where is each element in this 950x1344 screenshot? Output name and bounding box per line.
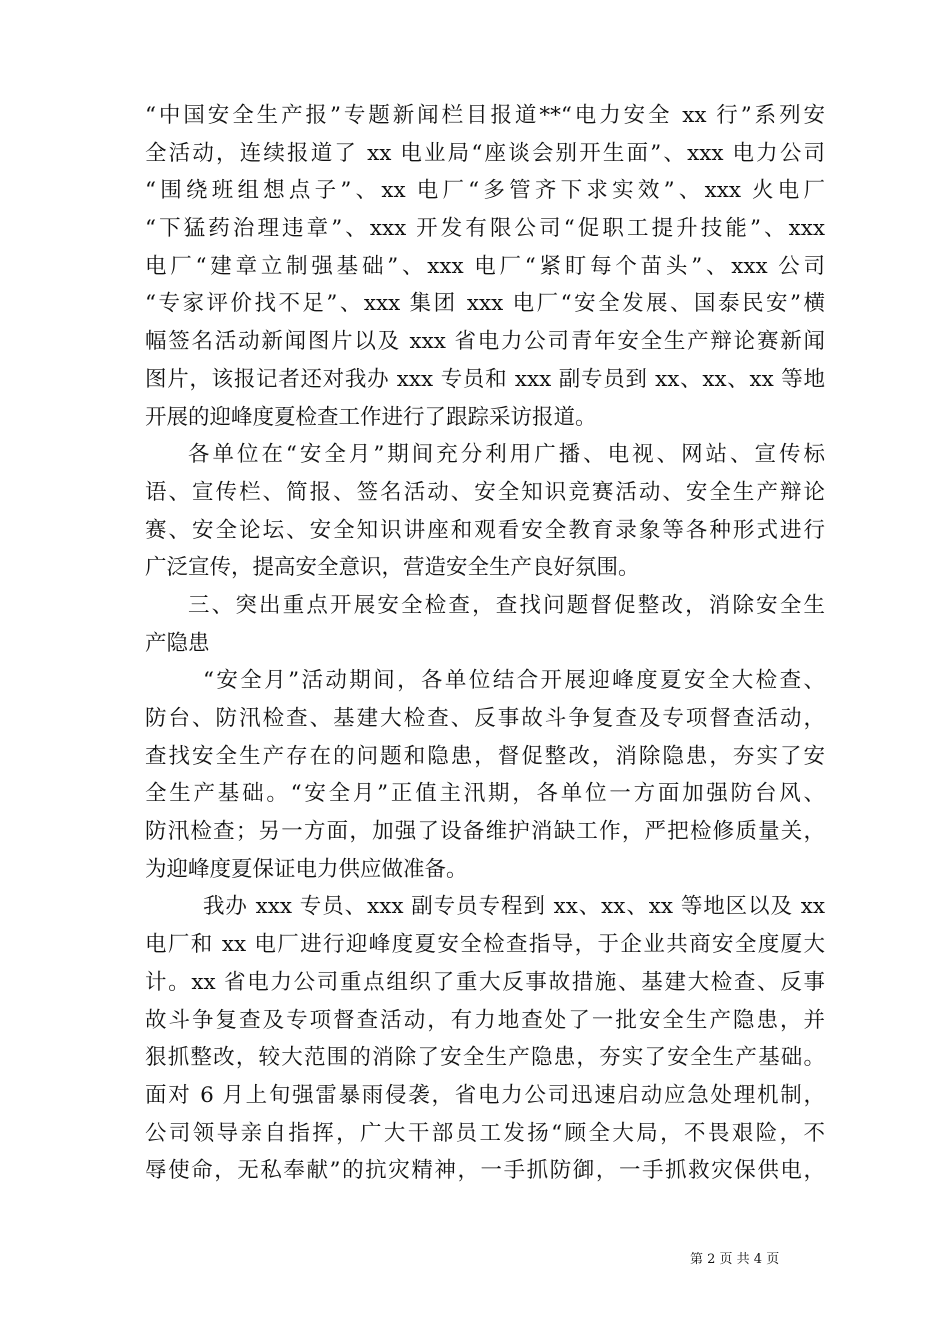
text-line: 产隐患 [145, 630, 210, 656]
text-line: 广泛宣传，提高安全意识，营造安全生产良好氛围。 [145, 555, 640, 581]
text-line: 计。xx 省电力公司重点组织了重大反事故措施、基建大检查、反事 [145, 969, 825, 995]
text-line: 全生产基础。“安全月”正值主汛期，各单位一方面加强防台风、 [145, 781, 825, 807]
text-line: 查找安全生产存在的问题和隐患，督促整改，消除隐患，夯实了安 [145, 743, 825, 769]
text-line: 防汛检查；另一方面，加强了设备维护消缺工作，严把检修质量关， [145, 819, 825, 845]
text-line: 幅签名活动新闻图片以及 xxx 省电力公司青年安全生产辩论赛新闻 [145, 329, 825, 355]
text-line: 三、突出重点开展安全检查，查找问题督促整改，消除安全生 [188, 592, 825, 618]
text-line: 我办 xxx 专员、xxx 副专员专程到 xx、xx、xx 等地区以及 xx [203, 894, 825, 920]
page-number: 第 2 页 共 4 页 [690, 1252, 780, 1267]
text-line: “围绕班组想点子”、xx 电厂“多管齐下求实效”、xxx 火电厂 [145, 178, 825, 204]
text-line: “下猛药治理违章”、xxx 开发有限公司“促职工提升技能”、xxx [145, 216, 825, 242]
paragraph-3 [145, 662, 825, 888]
text-line: 赛、安全论坛、安全知识讲座和观看安全教育录象等各种形式进行 [145, 517, 825, 543]
paragraph-2 [145, 436, 825, 587]
text-line: 语、宣传栏、简报、签名活动、安全知识竞赛活动、安全生产辩论 [145, 479, 825, 505]
document-body [145, 97, 825, 1190]
text-line: 故斗争复查及专项督查活动，有力地查处了一批安全生产隐患，并 [145, 1007, 825, 1033]
text-line: 面对 6 月上旬强雷暴雨侵袭，省电力公司迅速启动应急处理机制， [145, 1082, 825, 1108]
section-heading [145, 587, 825, 662]
text-line: 公司领导亲自指挥，广大干部员工发扬“顾全大局，不畏艰险，不 [145, 1120, 825, 1146]
text-line: 电厂“建章立制强基础”、xxx 电厂“紧盯每个苗头”、xxx 公司 [145, 253, 825, 279]
text-line: 全活动，连续报道了 xx 电业局“座谈会别开生面”、xxx 电力公司 [145, 140, 825, 166]
text-line: 为迎峰度夏保证电力供应做准备。 [145, 856, 468, 882]
text-line: “专家评价找不足”、xxx 集团 xxx 电厂“安全发展、国泰民安”横 [145, 291, 825, 317]
text-line: 防台、防汛检查、基建大检查、反事故斗争复查及专项督查活动， [145, 706, 825, 731]
text-line: “安全月”活动期间，各单位结合开展迎峰度夏安全大检查、 [203, 668, 825, 694]
text-line: “中国安全生产报”专题新闻栏目报道**“电力安全 xx 行”系列安 [145, 103, 825, 128]
text-line: 辱使命，无私奉献”的抗灾精神，一手抓防御，一手抓救灾保供电， [145, 1158, 825, 1184]
text-line: 狠抓整改，较大范围的消除了安全生产隐患，夯实了安全生产基础。 [145, 1045, 825, 1071]
text-line: 各单位在“安全月”期间充分利用广播、电视、网站、宣传标 [188, 442, 825, 468]
paragraph-1 [145, 97, 825, 436]
text-line: 图片，该报记者还对我办 xxx 专员和 xxx 副专员到 xx、xx、xx 等地 [145, 366, 825, 392]
paragraph-4 [145, 888, 825, 1190]
text-line: 电厂和 xx 电厂进行迎峰度夏安全检查指导，于企业共商安全度厦大 [145, 932, 825, 958]
text-line: 开展的迎峰度夏检查工作进行了跟踪采访报道。 [145, 404, 597, 430]
